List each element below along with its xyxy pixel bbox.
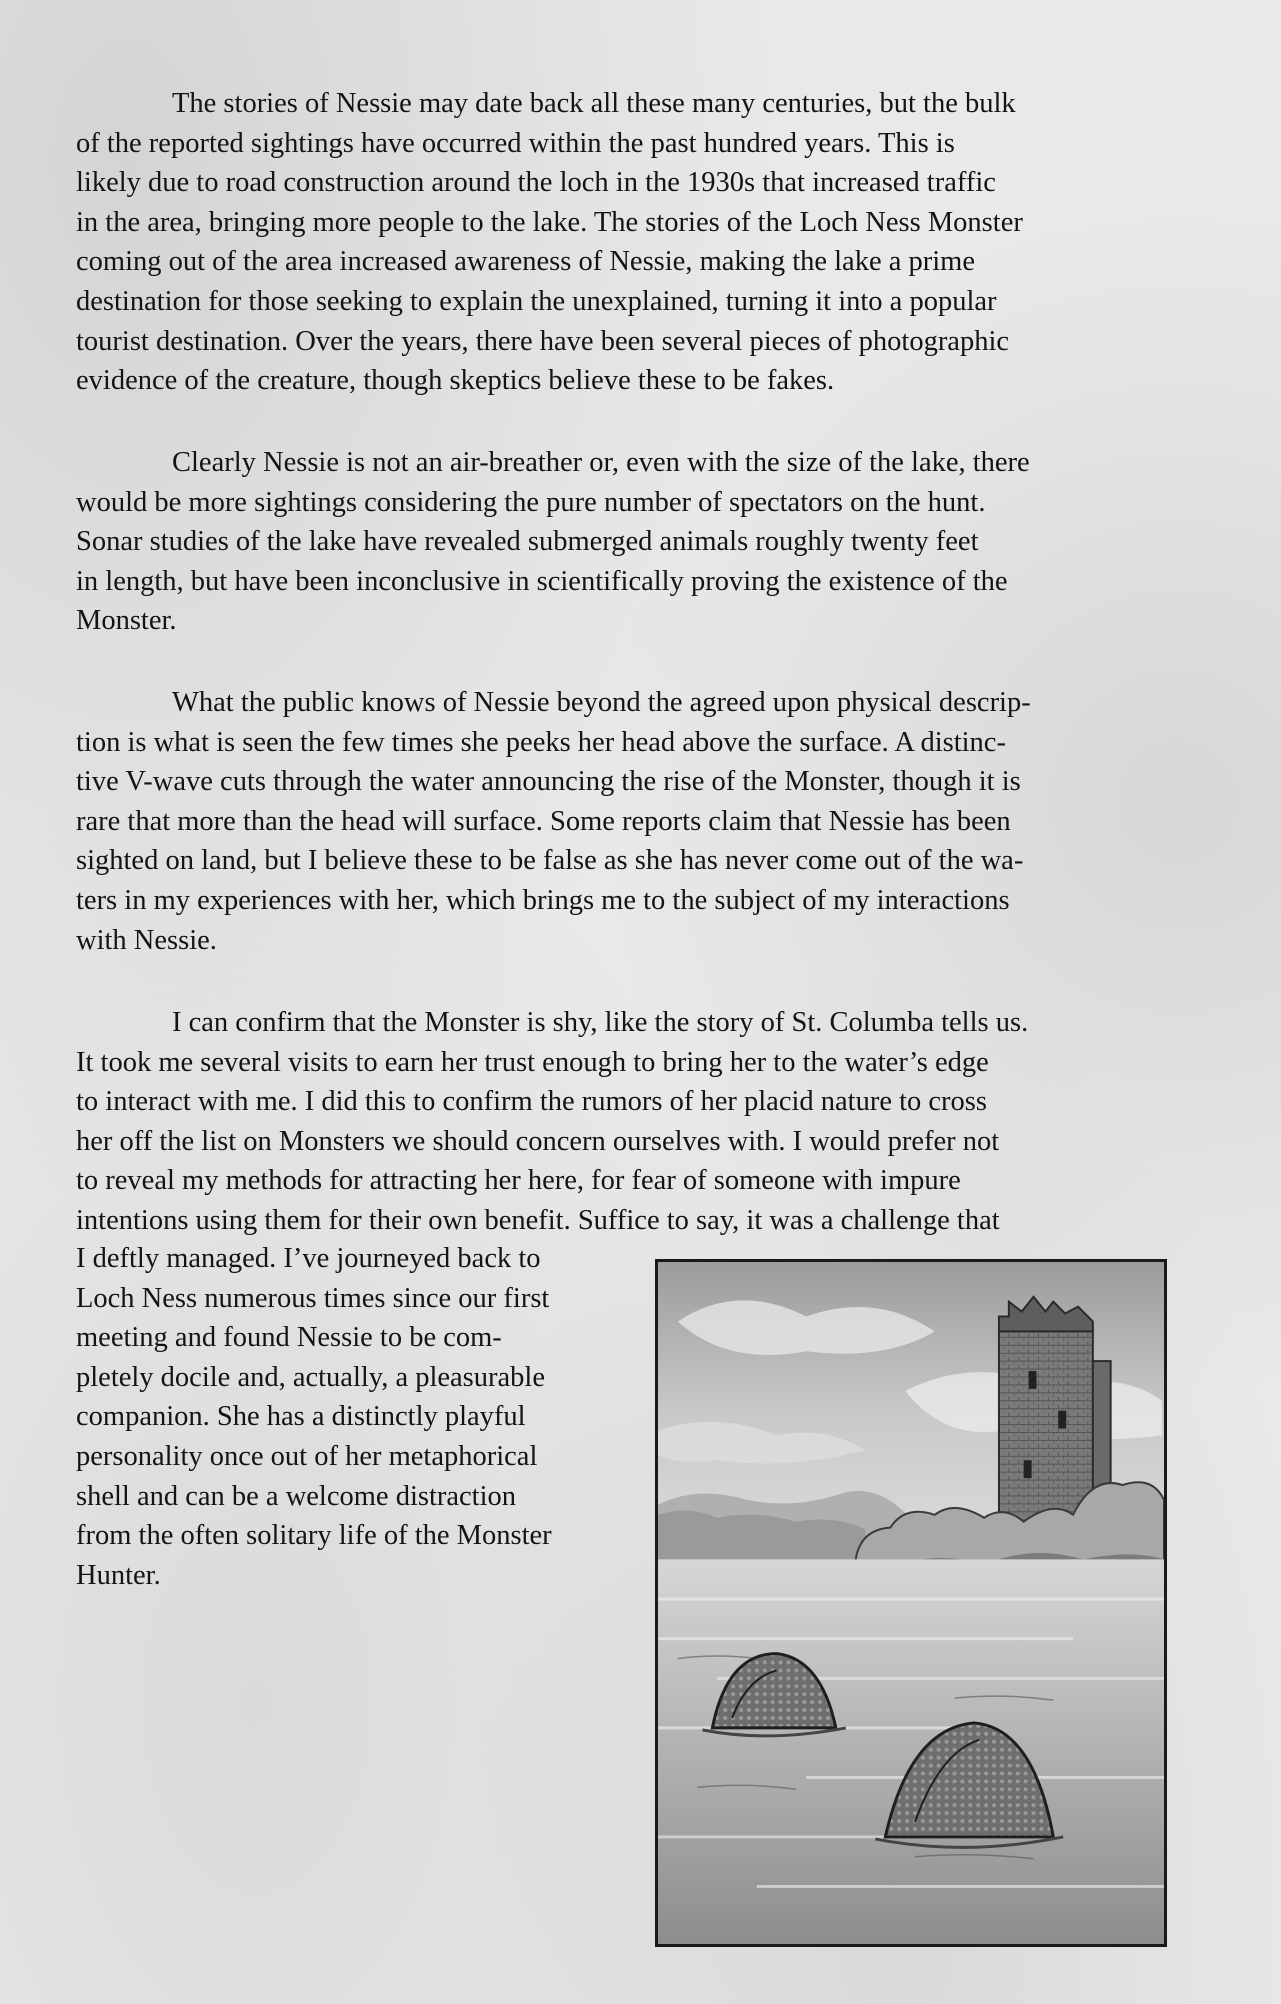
text-line: destination for those seeking to explain the unexplained, turning it into a popular (76, 285, 997, 317)
text-line: to interact with me. I did this to confirm the rumors of her placid nature to cross (76, 1086, 987, 1118)
text-line: pletely docile and, actually, a pleasurable (76, 1361, 545, 1393)
text-line: likely due to road construction around the loch in the 1930s that increased traffic (76, 167, 996, 199)
paragraph-3 (76, 683, 1170, 960)
text-line: Clearly Nessie is not an air-breather or, even with the size of the lake, there (172, 447, 1030, 478)
text-line: rare that more than the head will surface. Some reports claim that Nessie has been (76, 805, 1011, 837)
paragraph-4 (76, 1003, 1170, 1241)
text-line: would be more sightings considering the pure number of spectators on the hunt. (76, 486, 986, 518)
text-line: to reveal my methods for attracting her here, for fear of someone with impure (76, 1165, 961, 1197)
text-line: Hunter. (76, 1559, 161, 1591)
text-line: intentions using them for their own benefit. Suffice to say, it was a challenge that (76, 1204, 1000, 1236)
loch-ness-illustration (655, 1259, 1167, 1947)
paragraph-4-continued (76, 1239, 552, 1595)
text-line: with Nessie. (76, 924, 217, 956)
castle-and-nessie-drawing (658, 1262, 1164, 1944)
text-line: her off the list on Monsters we should concern ourselves with. I would prefer not (76, 1125, 1000, 1157)
text-line: from the often solitary life of the Monster (76, 1520, 552, 1552)
text-line: companion. She has a distinctly playful (76, 1401, 526, 1433)
text-line: It took me several visits to earn her trust enough to bring her to the water’s edge (76, 1046, 989, 1078)
text-line: Monster. (76, 605, 177, 637)
text-line: meeting and found Nessie to be com- (76, 1322, 502, 1354)
text-line: Loch Ness numerous times since our first (76, 1282, 550, 1314)
text-line: I can confirm that the Monster is shy, like the story of St. Columba tells us. (172, 1007, 1029, 1038)
text-line: in length, but have been inconclusive in scientifically proving the existence of the (76, 565, 1008, 597)
text-line: coming out of the area increased awareness of Nessie, making the lake a prime (76, 246, 975, 278)
text-line: shell and can be a welcome distraction (76, 1480, 516, 1512)
text-line: Sonar studies of the lake have revealed submerged animals roughly twenty feet (76, 526, 979, 558)
paragraph-1 (76, 84, 1170, 401)
text-line: evidence of the creature, though skeptics believe these to be fakes. (76, 365, 835, 397)
text-line: sighted on land, but I believe these to be false as she has never come out of the wa- (76, 845, 1024, 877)
paragraph-2 (76, 443, 1170, 641)
text-line: tion is what is seen the few times she peeks her head above the surface. A distinc- (76, 726, 1006, 758)
text-line: What the public knows of Nessie beyond the agreed upon physical descrip- (172, 687, 1031, 718)
text-line: The stories of Nessie may date back all these many centuries, but the bulk (172, 88, 1016, 119)
text-line: of the reported sightings have occurred within the past hundred years. This is (76, 127, 955, 159)
text-line: personality once out of her metaphorical (76, 1440, 538, 1472)
text-line: tourist destination. Over the years, there have been several pieces of photographic (76, 325, 1010, 357)
text-line: tive V-wave cuts through the water announcing the rise of the Monster, though it is (76, 766, 1021, 798)
text-line: ters in my experiences with her, which brings me to the subject of my interactions (76, 884, 1010, 916)
text-line: in the area, bringing more people to the lake. The stories of the Loch Ness Monster (76, 206, 1023, 238)
text-line: I deftly managed. I’ve journeyed back to (76, 1243, 541, 1274)
